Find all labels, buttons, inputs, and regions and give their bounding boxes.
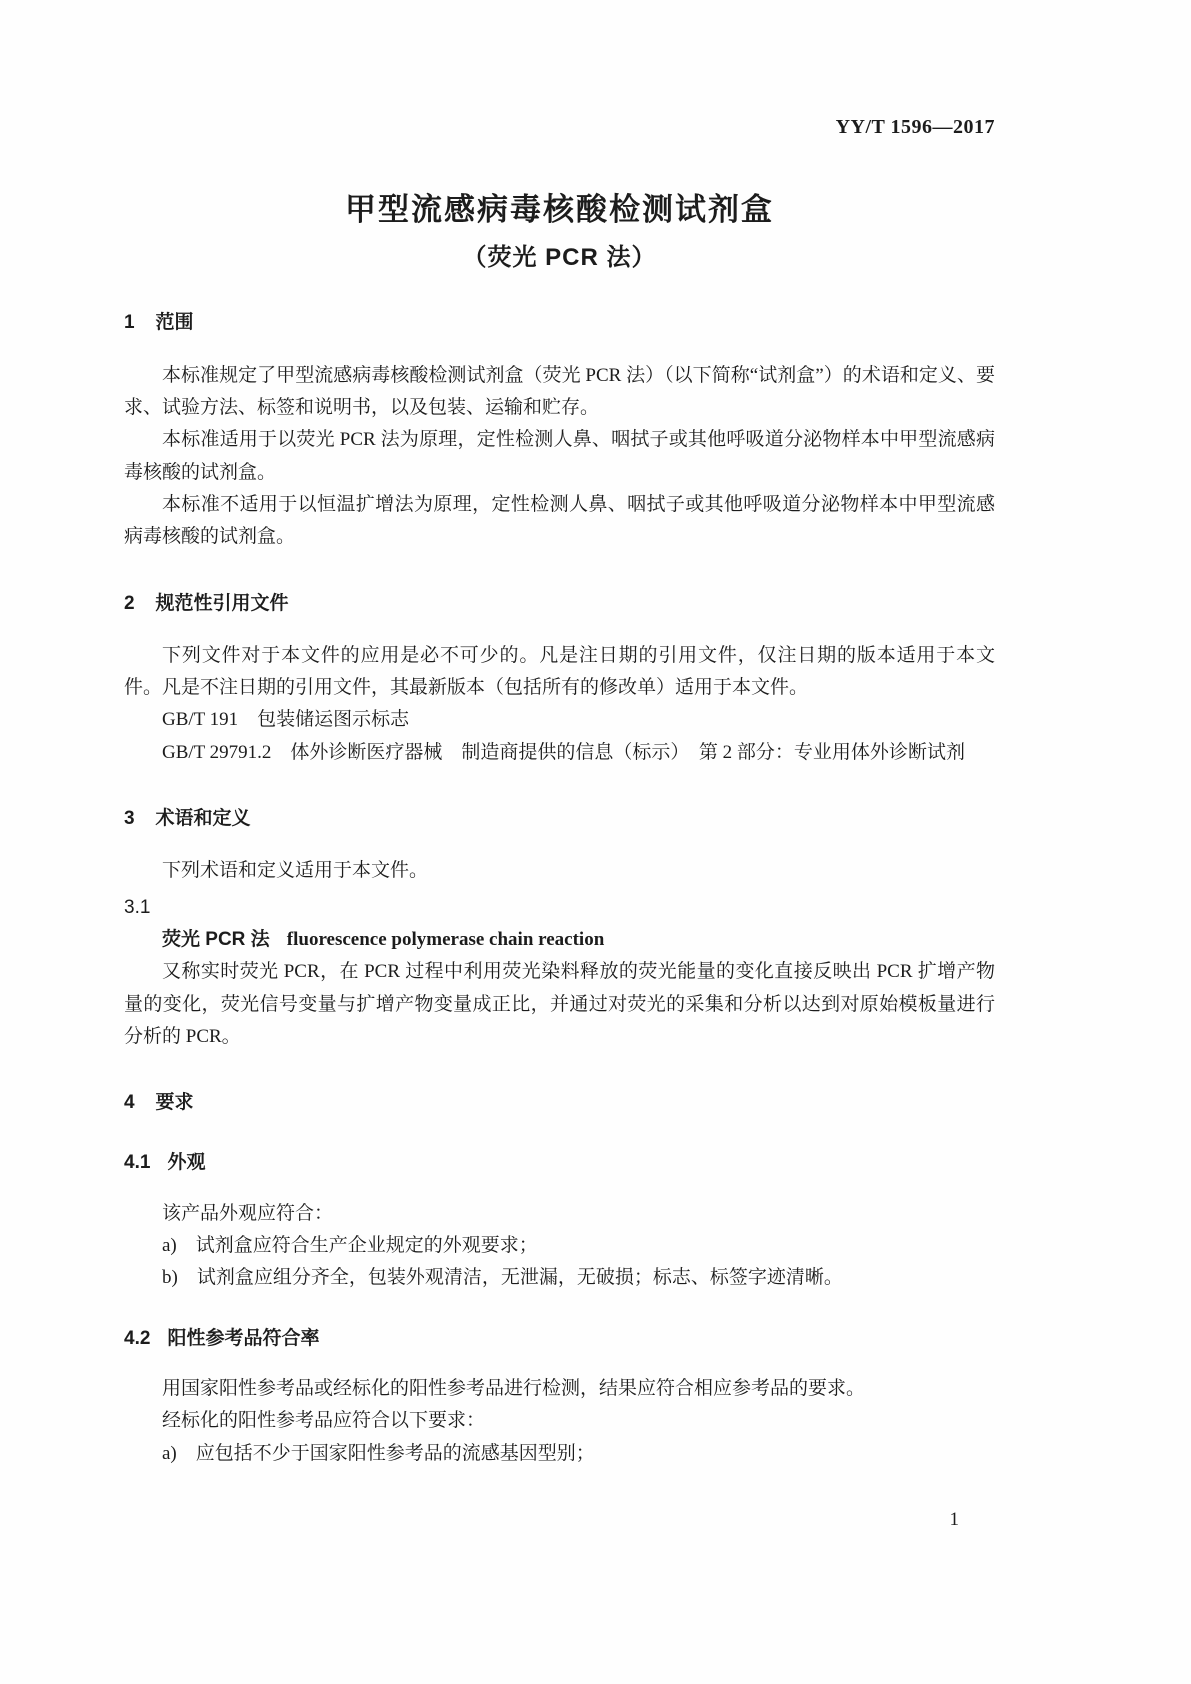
document-subtitle: （荧光 PCR 法） [462,244,657,272]
section-scope [124,307,995,553]
document-title: 甲型流感病毒核酸检测试剂盒 [345,192,774,227]
page-number: 1 [949,1508,959,1530]
list-item-b: b) 试剂盒应组分齐全，包装外观清洁，无泄漏，无破损；标志、标签字迹清晰。 [162,1267,843,1289]
paragraph: 用国家阳性参考品或经标化的阳性参考品进行检测，结果应符合相应参考品的要求。 [162,1377,866,1399]
term-chinese: 荧光 PCR 法 [162,928,270,950]
section-requirements [124,1087,995,1470]
paragraph: 下列文件对于本文件的应用是必不可少的。凡是注日期的引用文件，仅注日期的版本适用于本文件。凡是不注日期的引用文件，其最新版本（包括所有的修改单）适用于本文件。 [124,644,995,699]
section-3-number: 3 [124,808,135,830]
section-1-heading [124,307,995,339]
reference-entry: GB/T 29791.2 体外诊断医疗器械 制造商提供的信息（标示） 第 2 部分：专业用体外诊断试剂 [162,741,965,763]
reference-entry: GB/T 191 包装储运图示标志 [162,709,410,731]
section-4-number: 4 [124,1092,135,1114]
section-2-title: 规范性引用文件 [155,592,289,614]
section-1-number: 1 [124,312,135,334]
section-4-2-title: 阳性参考品符合率 [167,1327,320,1349]
term-english: fluorescence polymerase chain reaction [286,928,605,950]
section-4-2-number: 4.2 [124,1327,151,1349]
term-entry [124,924,995,956]
section-3-heading [124,803,995,835]
section-3-title: 术语和定义 [155,808,251,830]
standard-number: YY/T 1596—2017 [835,116,995,138]
paragraph: 本标准不适用于以恒温扩增法为原理，定性检测人鼻、咽拭子或其他呼吸道分泌物样本中甲型流感病毒核酸的试剂盒。 [124,493,995,548]
section-terms-definitions [124,803,995,1053]
term-definition: 又称实时荧光 PCR，在 PCR 过程中利用荧光染料释放的荧光能量的变化直接反映出 PCR 扩增产物量的变化，荧光信号变量与扩增产物变量成正比，并通过对荧光的采集和分析以达到对原始模板量进行分析的 PCR。 [124,961,995,1047]
paragraph: 本标准规定了甲型流感病毒核酸检测试剂盒（荧光 PCR 法）（以下简称“试剂盒”）的术语和定义、要求、试验方法、标签和说明书，以及包装、运输和贮存。 [124,364,995,419]
section-2-number: 2 [124,592,135,614]
paragraph: 本标准适用于以荧光 PCR 法为原理，定性检测人鼻、咽拭子或其他呼吸道分泌物样本中甲型流感病毒核酸的试剂盒。 [124,429,995,483]
page-footer [124,1504,995,1536]
section-normative-references [124,588,995,769]
section-4-title: 要求 [155,1092,194,1114]
doc-header [124,110,995,144]
section-4-1-title: 外观 [167,1152,206,1174]
section-4-1-heading [124,1147,995,1179]
section-1-title: 范围 [155,312,194,334]
paragraph: 经标化的阳性参考品应符合以下要求： [162,1410,486,1432]
section-4-1-number: 4.1 [124,1152,151,1174]
section-4-2-heading [124,1323,995,1355]
paragraph: 下列术语和定义适用于本文件。 [162,860,429,882]
paragraph: 该产品外观应符合： [162,1202,334,1224]
term-entry-number: 3.1 [124,896,151,918]
section-2-heading [124,588,995,620]
list-item-a: a) 试剂盒应符合生产企业规定的外观要求； [162,1235,538,1257]
section-4-heading [124,1087,995,1119]
list-item-a: a) 应包括不少于国家阳性参考品的流感基因型别； [162,1442,595,1464]
